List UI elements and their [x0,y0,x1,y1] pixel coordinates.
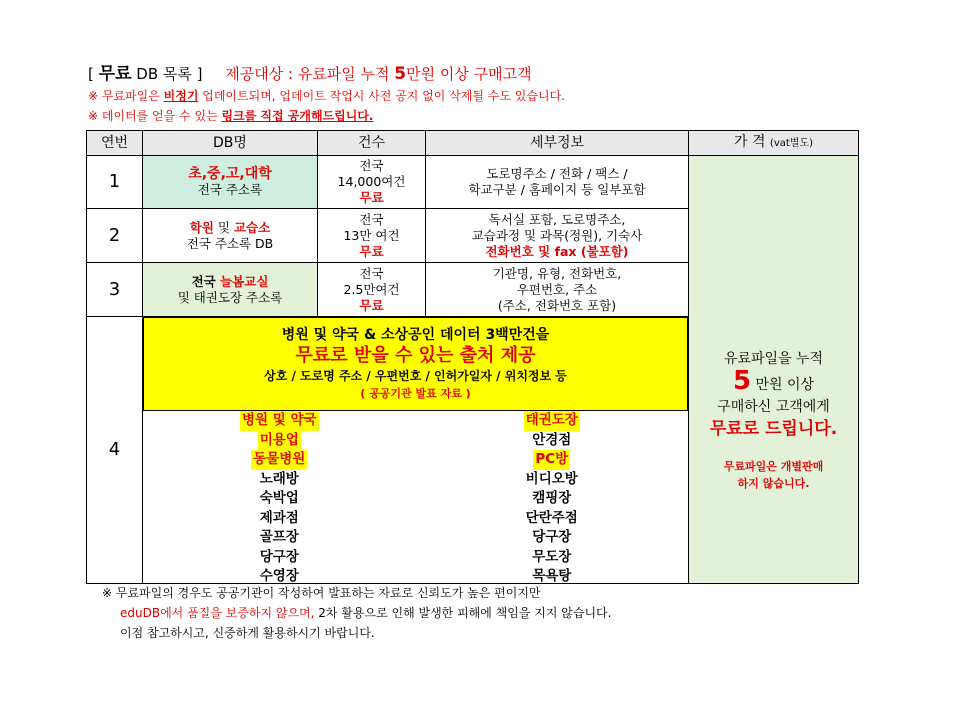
list-item: 안경점 [532,431,572,448]
note-1 [88,86,565,106]
count-cell [318,209,426,263]
count-line2: 2.5만여건 [343,281,400,297]
note-2-pre: ※ 데이터를 얻을 수 있는 [88,109,222,123]
list-item: 동물병원 [251,450,307,470]
list-item: 수영장 [259,568,299,584]
footer-note [102,583,611,643]
detail-line3: 전화번호 및 fax (불포함) [485,243,629,259]
list-item: 목욕탕 [532,568,572,584]
footer-line2: 2차 활용으로 인해 발생한 피해에 책임을 지지 않습니다. [314,606,612,620]
count-free: 무료 [359,243,384,259]
row-num: 2 [87,209,143,263]
db-name-red2: 교습소 [233,219,271,235]
row4-content [143,317,689,584]
detail-line1: 기관명, 유형, 전화번호, [492,265,622,281]
footer-line1: ※ 무료파일의 경우도 공공기관이 작성하여 발표하는 자료로 신뢰도가 높은 편이지만 [102,586,541,600]
header-price-label: 가 격 [733,134,766,150]
db-name-red: 초,중,고,대학 [188,166,272,182]
price-note1: 무료파일은 개별판매 [723,459,824,473]
list-item: 노래방 [259,470,299,487]
row-num: 3 [87,263,143,317]
public-data-headline: 무료로 받을 수 있는 출처 제공 [295,345,536,366]
footer-line3: 이점 참고하시고, 신중하게 활용하시기 바랍니다. [120,626,375,640]
detail-cell [426,156,689,209]
db-name-line2: 및 태권도장 주소록 [177,289,283,305]
list-item: 병원 및 약국 [240,411,319,431]
public-data-fields: 상호 / 도로명 주소 / 우편번호 / 인허가일자 / 위치정보 등 [264,369,567,383]
price-line2: 만원 이상 [751,376,815,393]
list-item: 당구장 [259,548,299,565]
list-item: 단란주점 [525,509,578,526]
db-name-red: 늘봄교실 [220,273,269,289]
list-item: 무도장 [532,548,572,565]
detail-line1: 독서실 포함, 도로명주소, [488,211,626,227]
price-cell [689,156,859,584]
note-2 [88,106,565,126]
db-name-cell [143,156,318,209]
db-name-line2: 전국 주소록 [197,182,263,197]
business-type-lists [143,411,688,583]
count-cell [318,263,426,317]
list-item: 제과점 [259,509,299,526]
count-line2: 14,000여건 [337,174,406,189]
detail-line1: 도로명주소 / 전화 / 팩스 / [486,166,628,181]
detail-cell [426,209,689,263]
header-detail: 세부정보 [426,131,689,156]
left-list [143,411,416,583]
count-cell [318,156,426,209]
detail-line2: 교습과정 및 과목(정원), 기숙사 [471,227,643,243]
db-table [86,130,859,584]
count-free: 무료 [359,297,384,313]
count-line1: 전국 [359,265,384,281]
note-1-bold: 비정기 [163,89,199,103]
detail-line3: (주소, 전화번호 포함) [497,297,617,313]
note-1-post: 업데이트되며, 업데이트 작업시 사전 공지 없이 삭제될 수도 있습니다. [198,89,565,103]
header-count: 건수 [318,131,426,156]
detail-line2: 학교구분 / 홈페이지 등 일부포함 [468,182,646,197]
db-name-cell [143,263,318,317]
page-title [88,62,565,86]
list-item: PC방 [533,450,570,470]
db-name-mid: 및 [213,219,234,235]
target-text [225,65,531,83]
list-item: 당구장 [532,529,572,545]
footer-warning: eduDB에서 품질을 보증하지 않으며, [120,606,315,620]
db-name-line2: 전국 주소록 DB [186,235,274,251]
note-1-pre: ※ 무료파일은 [88,89,164,103]
count-free: 무료 [359,190,384,205]
header-price-sub: (vat별도) [769,138,814,149]
list-item: 비디오방 [525,470,578,487]
table-header-row [87,131,859,156]
list-item: 골프장 [259,529,299,545]
db-name-pre: 전국 [191,273,221,289]
note-2-link[interactable]: 링크를 직접 공개해드립니다. [221,109,374,123]
table-row [87,156,859,209]
price-amount: 5 [732,365,752,396]
list-item: 숙박업 [259,490,299,506]
count-line2: 13만 여건 [343,227,400,243]
target-rest: 만원 이상 구매고객 [406,65,532,83]
header-price [689,131,859,156]
db-name-red1: 학원 [189,219,214,235]
target-amount: 5 [394,64,407,84]
header-num: 연번 [87,131,143,156]
count-line1: 전국 [359,158,384,173]
public-data-box [143,317,688,411]
price-line3: 구매하신 고객에게 [717,398,830,415]
list-item: 캠핑장 [532,490,572,506]
public-data-title: 병원 및 약국 & 소상공인 데이터 3백만건을 [281,327,550,343]
list-item: 태권도장 [524,411,580,431]
target-label: 제공대상 : 유료파일 누적 [225,65,395,83]
header-db: DB명 [143,131,318,156]
price-free-offer: 무료로 드립니다. [709,418,838,439]
list-item: 미용업 [258,431,301,451]
free-label: 무료 [98,64,132,84]
detail-cell [426,263,689,317]
right-list [416,411,689,583]
title-rest: DB 목록 ] [131,65,203,83]
detail-line2: 우편번호, 주소 [516,281,598,297]
bracket-open: [ [88,65,94,83]
db-name-cell [143,209,318,263]
count-line1: 전국 [359,211,384,227]
row-num: 4 [87,317,143,584]
header [88,62,565,126]
price-line1: 유료파일을 누적 [723,350,824,367]
public-data-source: ( 공공기관 발표 자료 ) [360,387,471,400]
row-num: 1 [87,156,143,209]
price-note2: 하지 않습니다. [737,476,810,490]
